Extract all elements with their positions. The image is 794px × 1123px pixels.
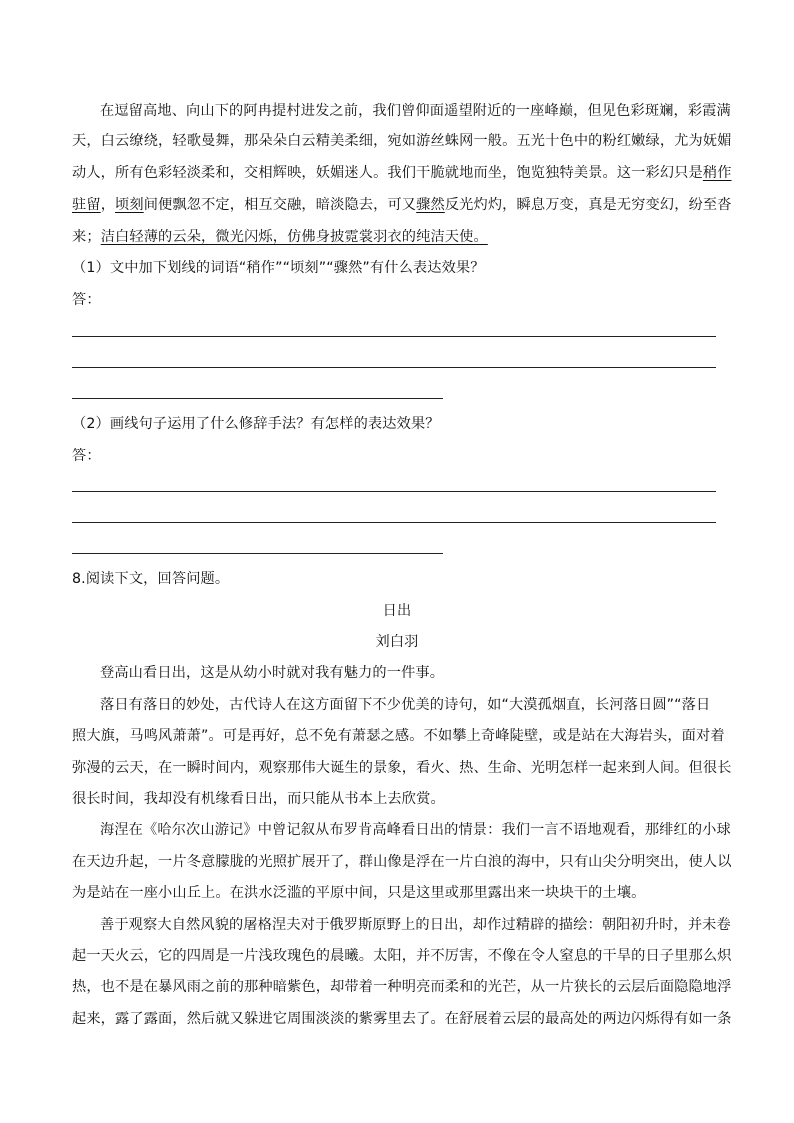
underlined-word-shaozuo: 稍作: [702, 165, 732, 181]
answer-line[interactable]: [72, 553, 443, 554]
underlined-sentence: 洁白轻薄的云朵，微光闪烁，仿佛身披霓裳羽衣的纯洁天使。: [100, 229, 488, 245]
article-line: 为是站在一座小山丘上。在洪水泛滥的平原中间，只是这里或那里露出来一块块干的土壤。: [72, 885, 646, 901]
question-1: （1）文中加下划线的词语“稍作”“顷刻”“骤然”有什么表达效果？: [72, 260, 485, 276]
passage-line-1: 在逗留高地、向山下的阿冉提村进发之前，我们曾仰面遥望附近的一座峰巅，但见色彩斑斓，彩霞满: [100, 103, 731, 119]
answer-line[interactable]: [72, 336, 716, 337]
article-line: 在天边升起，一片冬意朦胧的光照扩展开了，群山像是浮在一片白浪的海中，只有山尖分明突出，使人以: [72, 854, 732, 870]
article-line: 登高山看日出，这是从幼小时就对我有魅力的一件事。: [100, 665, 445, 681]
answer-line[interactable]: [72, 522, 716, 523]
passage-line-4: 驻留，顷刻间便飘忽不定，相互交融，暗淡隐去，可又骤然反光灼灼，瞬息万变，真是无穷变幻，纷至沓: [72, 197, 732, 213]
article-line: 海涅在《哈尔次山游记》中曾记叙从布罗肯高峰看日出的情景：我们一言不语地观看，那绯红的小球: [100, 822, 731, 838]
question-2: （2）画线句子运用了什么修辞手法？有怎样的表达效果？: [72, 416, 440, 432]
article-line: 善于观察大自然风貌的屠格涅夫对于俄罗斯原野上的日出，却作过精辟的描绘：朝阳初升时，并未卷: [100, 917, 731, 933]
answer-label-2: 答：: [72, 448, 101, 464]
passage-line-3: 动人，所有色彩轻淡柔和，交相辉映，妖媚迷人。我们干脆就地而坐，饱览独特美景。这一彩幻只是稍作: [72, 165, 732, 181]
underlined-word-qingke: 顷刻: [115, 197, 144, 213]
article-title: 日出: [382, 603, 412, 619]
underlined-word-zhouran: 骤然: [416, 197, 445, 213]
article-line: 很长时间，我却没有机缘看日出，而只能从书本上去欣赏。: [72, 791, 445, 807]
answer-line[interactable]: [72, 491, 716, 492]
underlined-word-zhuliu: 驻留: [72, 197, 101, 213]
passage-line-2: 天，白云缭绕，轻歌曼舞，那朵朵白云精美柔细，宛如游丝蛛网一般。五光十色中的粉红嫩绿，尤为妩媚: [72, 133, 732, 149]
passage-line-5: 来；洁白轻薄的云朵，微光闪烁，仿佛身披霓裳羽衣的纯洁天使。: [72, 229, 488, 245]
article-line: 落日有落日的妙处，古代诗人在这方面留下不少优美的诗句，如“大漠孤烟直，长河落日圆”“落日: [100, 697, 711, 713]
article-line: 弥漫的云天，在一瞬时间内，观察那伟大诞生的景象，看火、热、生命、光明怎样一起来到人间。但很长: [72, 760, 732, 776]
article-line: 起一天火云，它的四周是一片浅玫瑰色的晨曦。太阳，并不厉害，不像在令人窒息的干旱的日子里那么炽: [72, 948, 732, 964]
answer-line[interactable]: [72, 398, 443, 399]
article-line: 起来，露了露面，然后就又躲进它周围淡淡的紫雾里去了。在舒展着云层的最高处的两边闪烁得有如一条: [72, 1011, 732, 1027]
question-8-instruction: 8.阅读下文，回答问题。: [72, 571, 230, 587]
article-author: 刘白羽: [375, 634, 419, 650]
article-line: 照大旗，马鸣风萧萧”。可是再好，总不免有萧瑟之感。不如攀上奇峰陡壁，或是站在大海岩头，面对着: [72, 728, 725, 744]
answer-label-1: 答：: [72, 292, 101, 308]
article-line: 热，也不是在暴风雨之前的那种暗紫色，却带着一种明亮而柔和的光芒，从一片狭长的云层后面隐隐地浮: [72, 979, 732, 995]
answer-line[interactable]: [72, 367, 716, 368]
